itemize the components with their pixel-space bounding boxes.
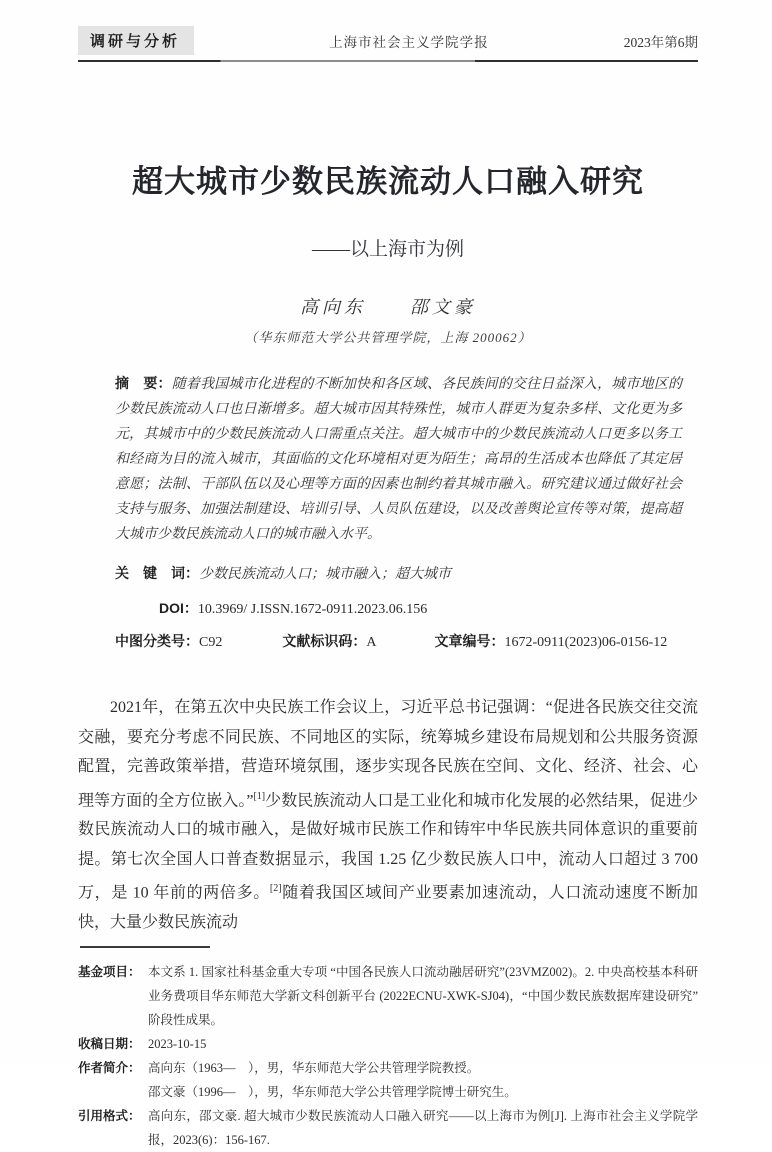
affiliation: （华东师范大学公共管理学院，上海 200062）: [244, 330, 532, 345]
article-id-label: 文章编号：: [434, 633, 505, 649]
body-text: [78, 693, 698, 938]
footnote-received-date: [78, 1032, 698, 1056]
fund-text: 本文系 1. 国家社科基金重大专项 “中国各民族人口流动融居研究”(23VMZ002)。2. 中央高校基本科研业务费项目华东师范大学新文科创新平台 (2022ECNU-XWK-SJ04)，“中国少数民族数据库建设研究” 阶段性成果。: [148, 964, 698, 1027]
author-bio-label: 作者简介：: [78, 1060, 141, 1075]
doc-code-pair: [282, 631, 376, 651]
received-date-label: 收稿日期：: [78, 1036, 141, 1051]
article-subtitle: ——以上海市为例: [311, 239, 464, 260]
doi-value: 10.3969/ J.ISSN.1672-0911.2023.06.156: [197, 602, 428, 617]
meta-block: [78, 371, 698, 651]
footnote-rule: [80, 946, 210, 948]
article-id-pair: [434, 631, 667, 651]
abstract: [115, 371, 682, 547]
journal-name: 上海市社会主义学院学报: [329, 34, 489, 50]
doc-code-label: 文献标识码：: [282, 633, 367, 649]
classification-line: [115, 631, 682, 651]
footnotes: [78, 960, 698, 1152]
page-header: [78, 26, 698, 55]
clc-pair: [115, 631, 222, 651]
author-bio-text: 高向东（1963— ），男，华东师范大学公共管理学院教授。 邵文豪（1996— ），男，华东师范大学公共管理学院博士研究生。: [148, 1060, 517, 1099]
doc-code-value: A: [366, 635, 377, 650]
abstract-text: 随着我国城市化进程的不断加快和各区域、各民族间的交往日益深入，城市地区的少数民族流动人口也日渐增多。超大城市因其特殊性，城市人群更为复杂多样、文化更为多元，其城市中的少数民族流动人口需重点关注。超大城市中的少数民族流动人口更多以务工和经商为目的流入城市，其面临的文化环境相对更为陌生；高昂的生活成本也降低了其定居意愿；法制、干部队伍以及心理等方面的因素也制约着其城市融入。研究建议通过做好社会支持与服务、加强法制建设、培训引导、人员队伍建设，以及改善舆论宣传等对策，提高超大城市少数民族流动人口的城市融入水平。: [115, 377, 682, 542]
keywords-line: [115, 561, 682, 587]
fund-label: 基金项目：: [78, 964, 141, 979]
body-segment-2: 少数民族流动人口是工业化和城市化发展的必然结果，促进少数民族流动人口的城市融入，是做好城市民族工作和铸牢中华民族共同体意识的重要前提。第七次全国人口普查数据显示，我国 1.25 亿少数民族人口中，流动人口超过 3 700 万，是 10 年前的两倍多。: [78, 791, 698, 902]
footnote-fund: [78, 960, 698, 1032]
clc-value: C92: [199, 635, 223, 650]
article-title: 超大城市少数民族流动人口融入研究: [132, 164, 644, 199]
clc-label: 中图分类号：: [115, 633, 199, 649]
reference-1: [1]: [253, 790, 266, 802]
header-rule: [78, 60, 698, 62]
authors: 高向东 邵文豪: [300, 297, 476, 317]
article-id-value: 1672-0911(2023)06-0156-12: [504, 635, 668, 650]
citation-label: 引用格式：: [78, 1108, 141, 1123]
footnote-citation: [78, 1104, 698, 1152]
body-segment-1: 2021年，在第五次中央民族工作会议上，习近平总书记强调：“促进各民族交往交流交融，要充分考虑不同民族、不同地区的实际，统筹城乡建设布局规划和公共服务资源配置，完善政策举措，营造环境氛围，逐步实现各民族在空间、文化、经济、社会、心理等方面的全方位嵌入。”: [78, 699, 698, 809]
issue-label: 2023年第6期: [623, 34, 698, 50]
reference-2: [2]: [269, 883, 282, 895]
doi-line: [115, 598, 682, 618]
received-date-value: 2023-10-15: [148, 1036, 207, 1051]
keywords-label: 关 键 词：: [115, 565, 199, 581]
doi-label: DOI：: [159, 600, 198, 616]
abstract-label: 摘 要：: [115, 375, 172, 391]
column-label: 调研与分析: [78, 26, 194, 55]
keywords-text: 少数民族流动人口；城市融入；超大城市: [199, 567, 451, 582]
body-segment-3: 随着我国区域间产业要素加速流动，人口流动速度不断加快，大量少数民族流动: [78, 884, 698, 932]
body-paragraph: [78, 693, 698, 938]
footnote-author-bio: [78, 1056, 698, 1104]
citation-text: 高向东，邵文豪. 超大城市少数民族流动人口融入研究——以上海市为例[J]. 上海市社会主义学院学报，2023(6)：156-167.: [148, 1108, 698, 1147]
